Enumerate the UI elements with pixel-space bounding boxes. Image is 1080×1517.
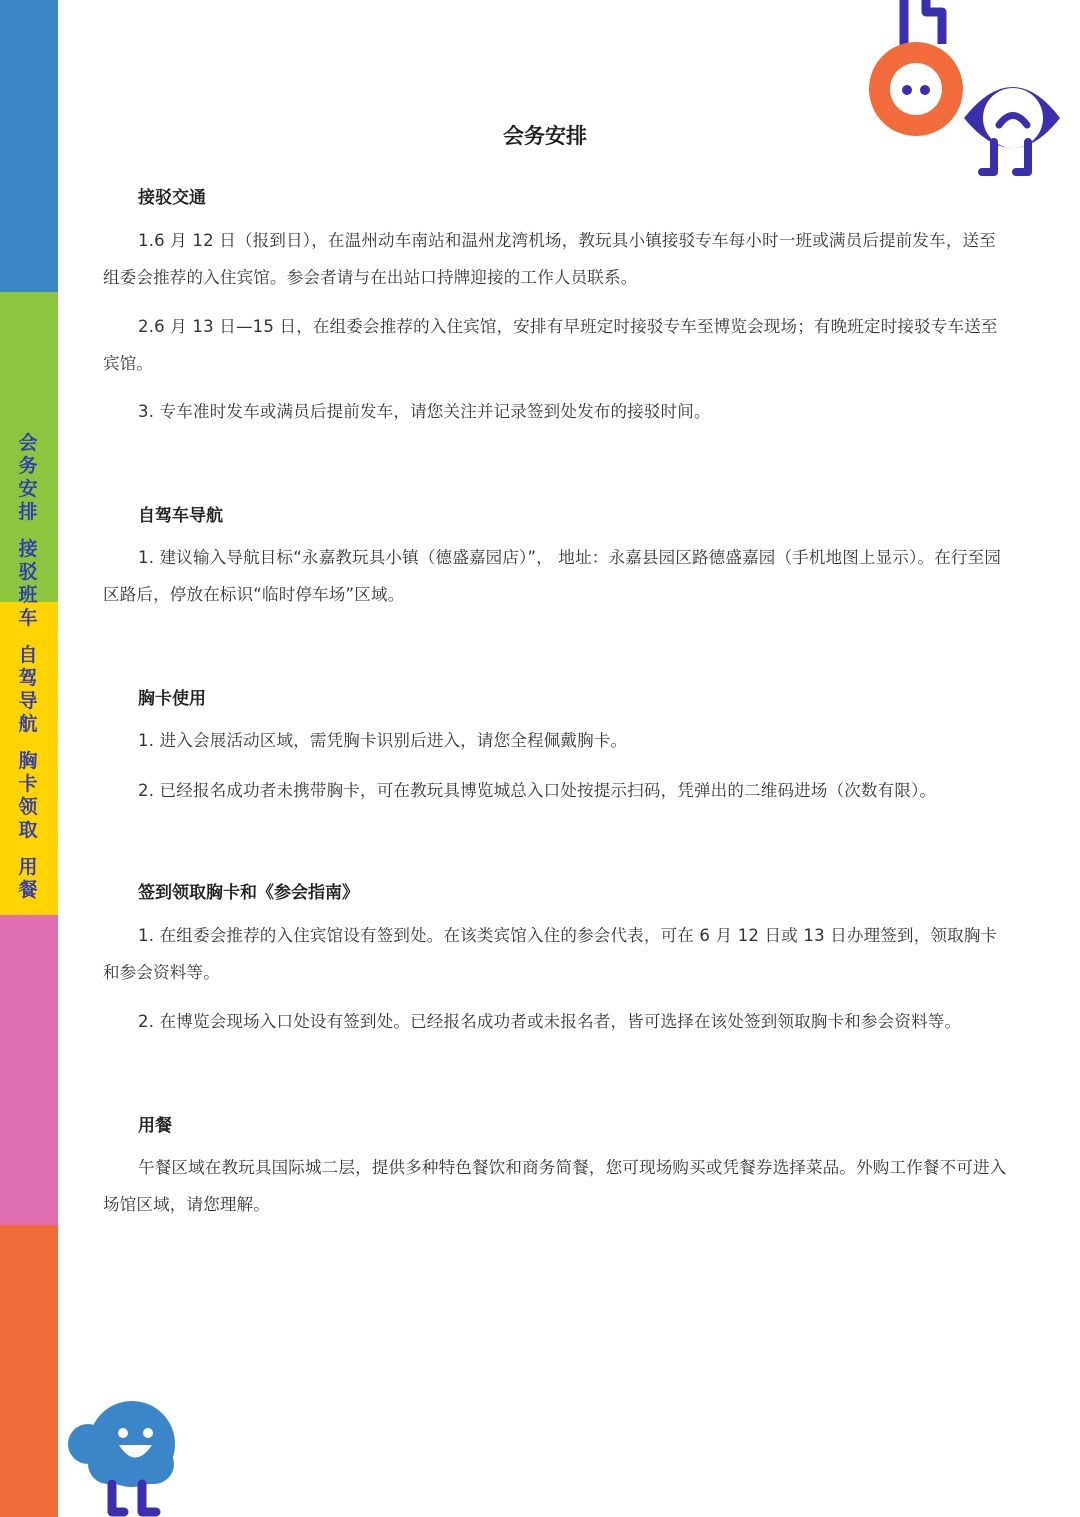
- vertical-char: 胸: [18, 750, 38, 772]
- paragraph: 1.6 月 12 日（报到日），在温州动车南站和温州龙湾机场，教玩具小镇接驳专车每小时一班或满员后提前发车，送至组委会推荐的入住宾馆。参会者请与在出站口持牌迎接的工作人员联系。: [103, 231, 996, 287]
- vertical-char: 取: [18, 819, 38, 841]
- paragraph: 1. 在组委会推荐的入住宾馆设有签到处。在该类宾馆入住的参会代表，可在 6 月 12 日或 13 日办理签到，领取胸卡和参会资料等。: [103, 926, 998, 982]
- vertical-char: 排: [18, 501, 38, 523]
- section-heading: 接驳交通: [138, 188, 206, 208]
- purple-eye-monster-icon: [964, 87, 1060, 172]
- section-heading: 胸卡使用: [138, 689, 206, 709]
- sidebar-stripe-pink: [0, 915, 58, 1225]
- vertical-char: 驳: [18, 561, 38, 583]
- sidebar-stripe-orange: [0, 1225, 58, 1517]
- orange-monster-icon: [868, 0, 1060, 178]
- paragraph: 2. 已经报名成功者未携带胸卡，可在教玩具博览城总入口处按提示扫码，凭弹出的二维码进场（次数有限）。: [138, 781, 937, 800]
- vertical-char: 接: [18, 538, 38, 560]
- vertical-char: 餐: [18, 879, 38, 901]
- vertical-char: 导: [18, 690, 38, 712]
- blue-cloud-monster-icon: [66, 1400, 178, 1517]
- vertical-char: 用: [18, 856, 38, 878]
- vertical-char: 航: [18, 713, 38, 735]
- paragraph: 3. 专车准时发车或满员后提前发车，请您关注并记录签到处发布的接驳时间。: [138, 402, 711, 421]
- section-heading: 签到领取胸卡和《参会指南》: [138, 883, 359, 903]
- vertical-char: 会: [18, 432, 38, 454]
- vertical-char: 务: [18, 455, 38, 477]
- section-heading: 自驾车导航: [138, 506, 223, 526]
- paragraph: 2.6 月 13 日—15 日，在组委会推荐的入住宾馆，安排有早班定时接驳专车至博览会现场；有晚班定时接驳专车送至宾馆。: [103, 317, 998, 373]
- vertical-char: 班: [18, 584, 38, 606]
- sidebar-vertical-label: [14, 432, 42, 902]
- page-title: 会务安排: [503, 124, 587, 148]
- vertical-char: 自: [18, 644, 38, 666]
- vertical-char: 领: [18, 796, 38, 818]
- vertical-char: 卡: [18, 773, 38, 795]
- paragraph: 午餐区域在教玩具国际城二层，提供多种特色餐饮和商务简餐，您可现场购买或凭餐券选择菜品。外购工作餐不可进入场馆区域，请您理解。: [103, 1158, 1007, 1214]
- paragraph: 1. 建议输入导航目标“永嘉教玩具小镇（德盛嘉园店）”， 地址：永嘉县园区路德盛嘉园（手机地图上显示）。在行至园区路后，停放在标识“临时停车场”区域。: [103, 548, 1002, 604]
- paragraph: 2. 在博览会现场入口处设有签到处。已经报名成功者或未报名者，皆可选择在该处签到领取胸卡和参会资料等。: [138, 1012, 962, 1031]
- sidebar-stripe-blue: [0, 0, 58, 292]
- paragraph: 1. 进入会展活动区域，需凭胸卡识别后进入，请您全程佩戴胸卡。: [138, 731, 628, 750]
- section-heading: 用餐: [138, 1116, 172, 1136]
- vertical-char: 车: [18, 607, 38, 629]
- vertical-char: 驾: [18, 667, 38, 689]
- vertical-char: 安: [18, 478, 38, 500]
